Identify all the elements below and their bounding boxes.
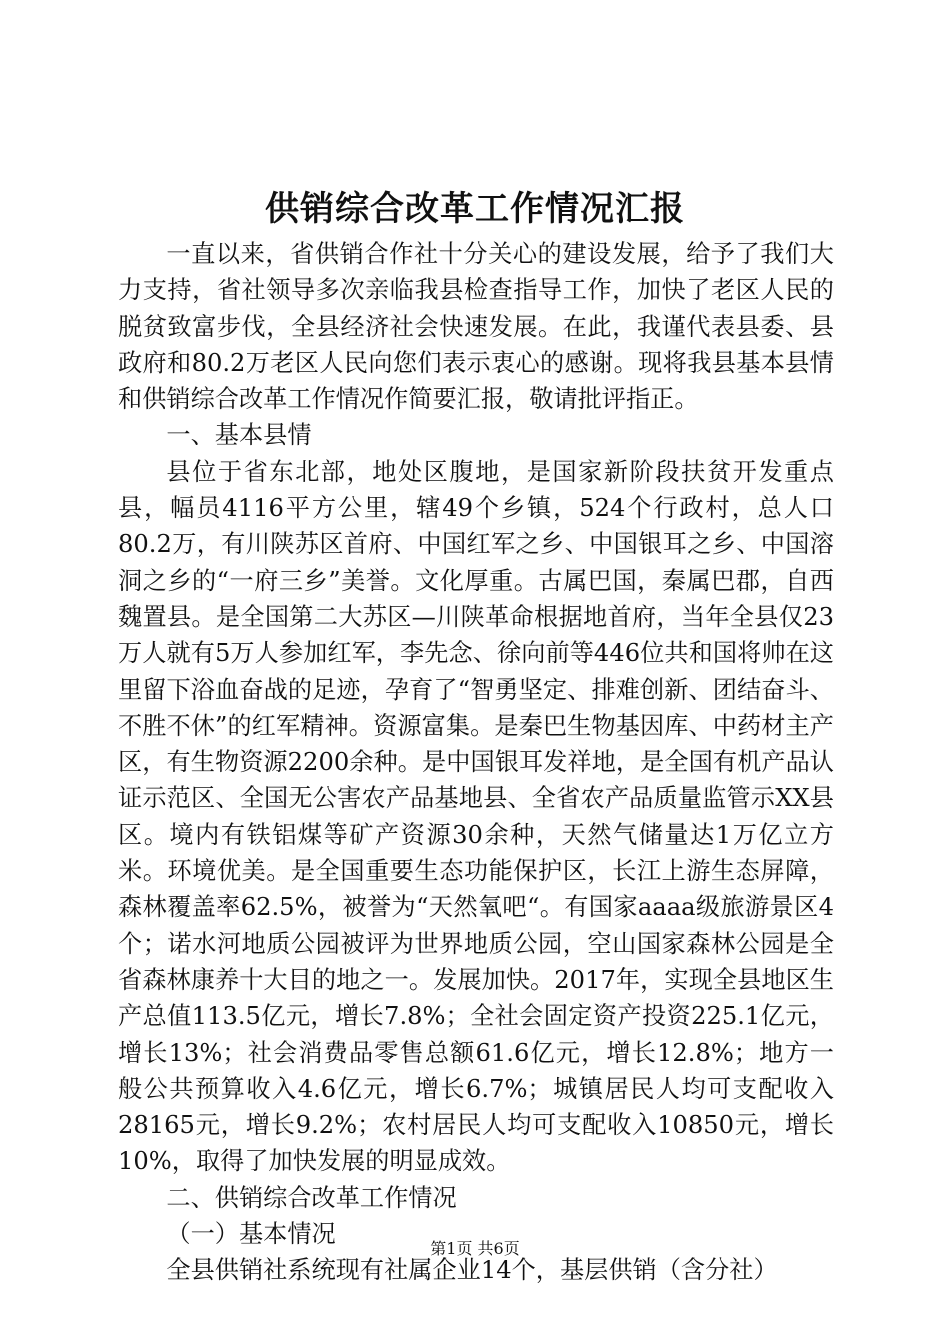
page-footer: 第1页 共6页 [430,1239,520,1258]
paragraph-intro: 一直以来，省供销合作社十分关心的建设发展，给予了我们大力支持，省社领导多次亲临我县检查指导工作，加快了老区人民的脱贫致富步伐，全县经济社会快速发展。在此，我谨代表县委、县政府和80.2万老区人民向您们表示衷心的感谢。现将我县基本县情和供销综合改革工作情况作简要汇报，敬请批评指正。 [118,240,834,414]
document-body [118,236,834,1289]
document-title: 供销综合改革工作情况汇报 [265,189,685,229]
paragraph-enterprises: 全县供销社系统现有社属企业14个，基层供销（含分社） [166,1256,778,1285]
paragraph-county-overview: 县位于省东北部，地处区腹地，是国家新阶段扶贫开发重点县，幅员4116平方公里，辖49个乡镇，524个行政村，总人口80.2万，有川陕苏区首府、中国红军之乡、中国银耳之乡、中国溶洞之乡的“一府三乡”美誉。文化厚重。古属巴国，秦属巴郡，自西魏置县。是全国第二大苏区—川陕革命根据地首府，当年全县仅23万人就有5万人参加红军，李先念、徐向前等446位共和国将帅在这里留下浴血奋战的足迹，孕育了“智勇坚定、排难创新、团结奋斗、不胜不休”的红军精神。资源富集。是秦巴生物基因库、中药材主产区，有生物资源2200余种。是中国银耳发祥地，是全国有机产品认证示范区、全国无公害农产品基地县、全省农产品质量监管示XX县区。境内有铁铝煤等矿产资源30余种，天然气储量达1万亿立方米。环境优美。是全国重要生态功能保护区，长江上游生态屏障，森林覆盖率62.5%，被誉为“天然氧吧“。有国家aaaa级旅游景区4个；诺水河地质公园被评为世界地质公园，空山国家森林公园是全省森林康养十大目的地之一。发展加快。2017年，实现全县地区生产总值113.5亿元，增长7.8%；全社会固定资产投资225.1亿元，增长13%；社会消费品零售总额61.6亿元，增长12.8%；地方一般公共预算收入4.6亿元，增长6.7%；城镇居民人均可支配收入28165元，增长9.2%；农村居民人均可支配收入10850元，增长10%，取得了加快发展的明显成效。 [118,457,834,1176]
subsection-heading-basic: （一）基本情况 [166,1220,336,1249]
section-heading-basic-info: 一、基本县情 [166,421,312,450]
section-heading-reform: 二、供销综合改革工作情况 [166,1183,457,1212]
